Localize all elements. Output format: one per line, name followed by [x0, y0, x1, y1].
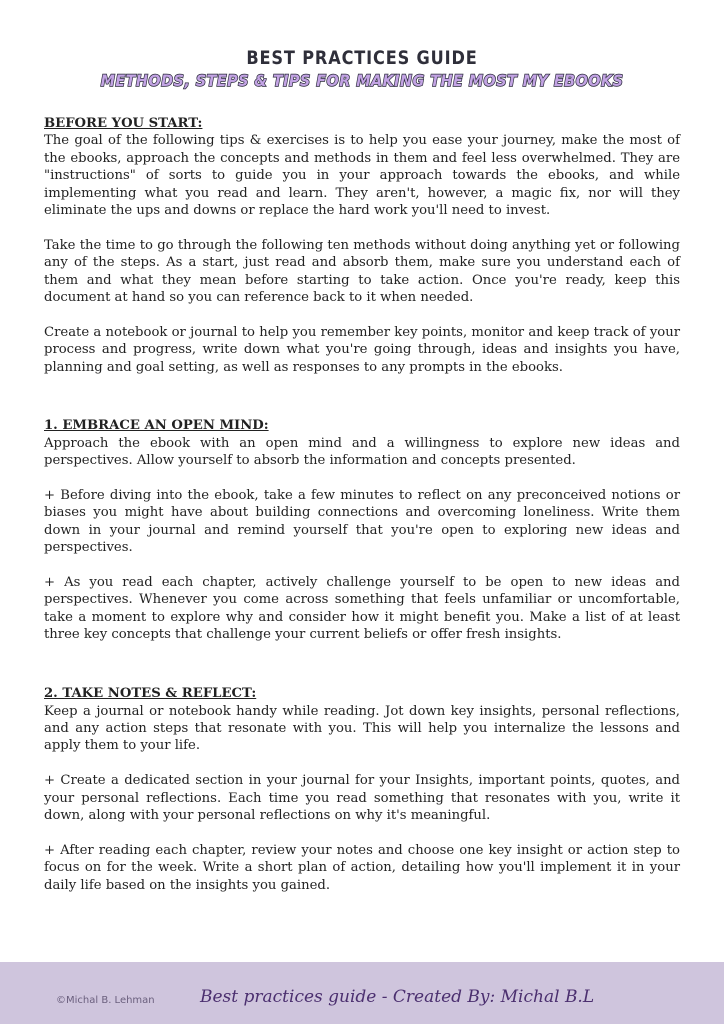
section1-paragraph: Approach the ebook with an open mind and a willingness to explore new ideas and perspectives. Allow yourself to absorb the information and concepts presented. — [44, 435, 680, 469]
section2-paragraph: + After reading each chapter, review your notes and choose one key insight or action step to focus on for the week. Write a short plan of action, detailing how you'll implement it in your daily life based on the insights you gained. — [44, 842, 680, 893]
page-title: BEST PRACTICES GUIDE — [246, 47, 478, 69]
document-body — [44, 115, 680, 911]
footer-signature: Best practices guide - Created By: Michal B.L — [200, 987, 595, 1007]
section-embrace-open-mind — [44, 417, 680, 643]
intro-heading: BEFORE YOU START: — [44, 116, 203, 131]
intro-paragraph: Create a notebook or journal to help you remember key points, monitor and keep track of your process and progress, write down what you're going through, ideas and insights you have, planning and goal setting, as well as responses to any prompts in the ebooks. — [44, 324, 680, 375]
section1-heading: 1. EMBRACE AN OPEN MIND: — [44, 418, 269, 434]
page-header — [0, 46, 724, 92]
section1-paragraph: + Before diving into the ebook, take a few minutes to reflect on any preconceived notions or biases you might have about building connections and overcoming loneliness. Write them down in your journal and remind yourself that you're open to exploring new ideas and perspectives. — [44, 488, 680, 556]
section-gap — [44, 661, 680, 685]
section2-heading: 2. TAKE NOTES & REFLECT: — [44, 686, 257, 702]
intro-section — [44, 115, 680, 376]
copyright-text: ©Michal B. Lehman — [56, 995, 155, 1006]
intro-paragraph: The goal of the following tips & exercises is to help you ease your journey, make the most of the ebooks, approach the concepts and methods in them and feel less overwhelmed. They are "instructions" of sorts to guide you in your approach towards the ebooks, and while implementing what you read and learn. They aren't, however, a magic fix, nor will they eliminate the ups and downs or replace the hard work you'll need to invest. — [44, 133, 680, 219]
page-subtitle: METHODS, STEPS & TIPS FOR MAKING THE MOST MY EBOOKS — [100, 71, 624, 90]
section-gap — [44, 393, 680, 417]
intro-paragraph: Take the time to go through the following ten methods without doing anything yet or following any of the steps. As a start, just read and absorb them, make sure you understand each of them and what they mean before starting to take action. Once you're ready, keep this document at hand so you can reference back to it when needed. — [44, 237, 680, 306]
section1-paragraph: + As you read each chapter, actively challenge yourself to be open to new ideas and perspectives. Whenever you come across something that feels unfamiliar or uncomfortable, take a moment to explore why and consider how it might benefit you. Make a list of at least three key concepts that challenge your current beliefs or offer fresh insights. — [44, 575, 680, 643]
page-footer — [0, 962, 724, 1024]
section-take-notes — [44, 685, 680, 894]
section2-paragraph: + Create a dedicated section in your journal for your Insights, important points, quotes, and your personal reflections. Each time you read something that resonates with you, write it down, along with your personal reflections on why it's meaningful. — [44, 773, 680, 823]
section2-paragraph: Keep a journal or notebook handy while reading. Jot down key insights, personal reflections, and any action steps that resonate with you. This will help you internalize the lessons and apply them to your life. — [44, 703, 680, 754]
